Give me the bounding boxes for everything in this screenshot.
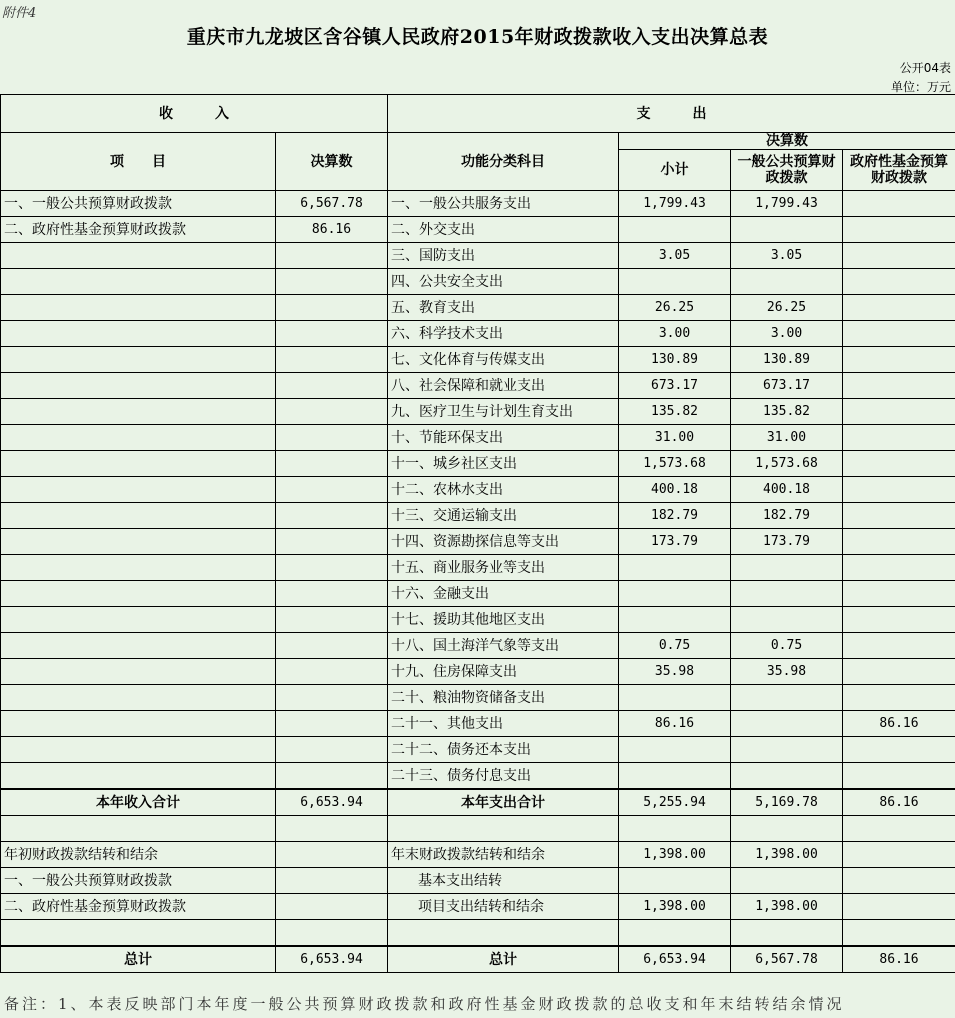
empty-cell <box>731 920 843 947</box>
income-item-cell <box>1 399 276 425</box>
subtotal-cell <box>619 868 731 894</box>
subtotal-cell: 26.25 <box>619 295 731 321</box>
general-cell: 1,398.00 <box>731 842 843 868</box>
subtotal-cell: 673.17 <box>619 373 731 399</box>
table-row <box>1 269 955 295</box>
general-cell <box>731 868 843 894</box>
income-amount-cell <box>276 451 388 477</box>
fund-cell <box>843 581 955 607</box>
empty-cell <box>276 920 388 947</box>
subtotal-cell: 1,398.00 <box>619 894 731 920</box>
empty-cell <box>619 816 731 842</box>
general-cell: 1,573.68 <box>731 451 843 477</box>
footnote: 备注：1、本表反映部门本年度一般公共预算财政拨款和政府性基金财政拨款的总收支和年末结转结余情况 <box>4 995 845 1013</box>
income-amount-cell <box>276 347 388 373</box>
fund-cell <box>843 347 955 373</box>
income-item-cell: 二、政府性基金预算财政拨款 <box>1 894 276 920</box>
grand-expense-label: 总计 <box>388 946 619 973</box>
subtotal-cell <box>619 555 731 581</box>
table-row <box>1 191 955 217</box>
subtotal-cell <box>619 737 731 763</box>
fund-cell <box>843 737 955 763</box>
income-item-cell <box>1 425 276 451</box>
income-item-cell <box>1 581 276 607</box>
category-cell: 二十、粮油物资储备支出 <box>388 685 619 711</box>
general-cell: 130.89 <box>731 347 843 373</box>
income-amount-cell <box>276 529 388 555</box>
category-cell: 三、国防支出 <box>388 243 619 269</box>
income-amount-cell <box>276 581 388 607</box>
income-amount-cell <box>276 737 388 763</box>
balance-row <box>1 868 955 894</box>
table-row <box>1 295 955 321</box>
fund-cell <box>843 685 955 711</box>
fund-cell <box>843 451 955 477</box>
fund-cell: 86.16 <box>843 711 955 737</box>
category-cell: 二十三、债务付息支出 <box>388 763 619 790</box>
fund-cell <box>843 607 955 633</box>
income-amount-cell <box>276 243 388 269</box>
general-cell: 26.25 <box>731 295 843 321</box>
subtotal-cell: 173.79 <box>619 529 731 555</box>
form-code: 公开04表 <box>899 61 951 75</box>
category-cell: 十六、金融支出 <box>388 581 619 607</box>
income-amount-cell <box>276 633 388 659</box>
fund-cell <box>843 373 955 399</box>
subtotal-cell: 130.89 <box>619 347 731 373</box>
subtotal-cell: 400.18 <box>619 477 731 503</box>
general-cell <box>731 607 843 633</box>
fund-cell <box>843 321 955 347</box>
category-cell: 年末财政拨款结转和结余 <box>388 842 619 868</box>
fund-cell <box>843 633 955 659</box>
category-cell: 十九、住房保障支出 <box>388 659 619 685</box>
general-cell: 400.18 <box>731 477 843 503</box>
fund-cell <box>843 243 955 269</box>
table-row <box>1 477 955 503</box>
income-item-cell <box>1 451 276 477</box>
income-amount-cell <box>276 321 388 347</box>
category-cell: 二、外交支出 <box>388 217 619 243</box>
empty-cell <box>619 920 731 947</box>
amount-header: 决算数 <box>276 133 388 191</box>
category-cell: 十三、交通运输支出 <box>388 503 619 529</box>
income-item-cell: 一、一般公共预算财政拨款 <box>1 191 276 217</box>
header-row-2 <box>1 133 955 150</box>
income-amount-cell <box>276 269 388 295</box>
fund-cell <box>843 894 955 920</box>
category-cell: 十二、农林水支出 <box>388 477 619 503</box>
table-row <box>1 685 955 711</box>
fund-cell <box>843 191 955 217</box>
general-cell <box>731 269 843 295</box>
fund-cell <box>843 269 955 295</box>
table-row <box>1 399 955 425</box>
category-cell: 二十二、债务还本支出 <box>388 737 619 763</box>
subtotal-cell: 1,573.68 <box>619 451 731 477</box>
fund-cell <box>843 399 955 425</box>
general-cell: 1,799.43 <box>731 191 843 217</box>
income-total-amount: 6,653.94 <box>276 789 388 816</box>
income-item-cell <box>1 711 276 737</box>
general-cell: 35.98 <box>731 659 843 685</box>
general-budget-header: 一般公共预算财政拨款 <box>731 150 843 191</box>
category-cell: 项目支出结转和结余 <box>388 894 619 920</box>
income-item-cell <box>1 373 276 399</box>
table-row <box>1 763 955 790</box>
subtotal-cell: 35.98 <box>619 659 731 685</box>
income-amount-cell <box>276 399 388 425</box>
income-amount-cell <box>276 685 388 711</box>
income-item-cell <box>1 503 276 529</box>
subtotal-cell: 3.05 <box>619 243 731 269</box>
income-item-cell <box>1 607 276 633</box>
table-row <box>1 633 955 659</box>
income-amount-cell <box>276 894 388 920</box>
table-row <box>1 711 955 737</box>
subtotal-cell: 3.00 <box>619 321 731 347</box>
fund-cell <box>843 842 955 868</box>
income-item-cell <box>1 347 276 373</box>
income-amount-cell <box>276 425 388 451</box>
income-item-cell <box>1 633 276 659</box>
fund-budget-header: 政府性基金预算财政拨款 <box>843 150 955 191</box>
category-cell: 七、文化体育与传媒支出 <box>388 347 619 373</box>
expense-total-general: 5,169.78 <box>731 789 843 816</box>
balance-row <box>1 842 955 868</box>
income-item-cell <box>1 243 276 269</box>
income-total-label: 本年收入合计 <box>1 789 276 816</box>
balance-row <box>1 894 955 920</box>
income-amount-cell <box>276 868 388 894</box>
fund-cell <box>843 503 955 529</box>
subtotal-cell <box>619 607 731 633</box>
unit-label: 单位：万元 <box>890 80 951 94</box>
general-cell: 1,398.00 <box>731 894 843 920</box>
general-cell <box>731 763 843 790</box>
table-row <box>1 217 955 243</box>
fund-cell <box>843 659 955 685</box>
category-cell: 九、医疗卫生与计划生育支出 <box>388 399 619 425</box>
category-cell: 十五、商业服务业等支出 <box>388 555 619 581</box>
category-cell: 基本支出结转 <box>388 868 619 894</box>
income-amount-cell <box>276 607 388 633</box>
page-title: 重庆市九龙坡区含谷镇人民政府2015年财政拨款收入支出决算总表 <box>186 26 769 48</box>
subtotal-cell <box>619 685 731 711</box>
income-item-cell <box>1 555 276 581</box>
spacer-row <box>1 920 955 947</box>
fund-cell <box>843 295 955 321</box>
table-row <box>1 321 955 347</box>
category-cell: 五、教育支出 <box>388 295 619 321</box>
subtotal-cell <box>619 763 731 790</box>
expense-header: 支 出 <box>388 95 955 133</box>
category-cell: 十八、国土海洋气象等支出 <box>388 633 619 659</box>
income-amount-cell <box>276 842 388 868</box>
table-row <box>1 659 955 685</box>
category-cell: 十四、资源勘探信息等支出 <box>388 529 619 555</box>
spacer-row <box>1 816 955 842</box>
table-row <box>1 581 955 607</box>
fund-cell <box>843 529 955 555</box>
grand-income-label: 总计 <box>1 946 276 973</box>
income-item-cell <box>1 685 276 711</box>
grand-subtotal: 6,653.94 <box>619 946 731 973</box>
income-item-cell <box>1 529 276 555</box>
expense-total-subtotal: 5,255.94 <box>619 789 731 816</box>
empty-cell <box>731 816 843 842</box>
income-item-cell: 一、一般公共预算财政拨款 <box>1 868 276 894</box>
general-cell: 0.75 <box>731 633 843 659</box>
income-item-cell <box>1 477 276 503</box>
category-cell: 八、社会保障和就业支出 <box>388 373 619 399</box>
subtotal-cell: 86.16 <box>619 711 731 737</box>
subtotal-cell: 0.75 <box>619 633 731 659</box>
income-amount-cell <box>276 373 388 399</box>
expense-total-fund: 86.16 <box>843 789 955 816</box>
general-cell: 173.79 <box>731 529 843 555</box>
category-cell: 六、科学技术支出 <box>388 321 619 347</box>
general-cell: 3.00 <box>731 321 843 347</box>
category-cell: 四、公共安全支出 <box>388 269 619 295</box>
empty-cell <box>388 816 619 842</box>
budget-table <box>0 94 955 973</box>
subtotal-cell: 182.79 <box>619 503 731 529</box>
general-cell <box>731 581 843 607</box>
income-amount-cell: 6,567.78 <box>276 191 388 217</box>
header-row-1 <box>1 95 955 133</box>
empty-cell <box>843 816 955 842</box>
grand-general: 6,567.78 <box>731 946 843 973</box>
income-amount-cell <box>276 555 388 581</box>
fund-cell <box>843 217 955 243</box>
subtotal-cell <box>619 269 731 295</box>
income-item-cell: 二、政府性基金预算财政拨款 <box>1 217 276 243</box>
table-row <box>1 529 955 555</box>
table-row <box>1 737 955 763</box>
subtotal-cell: 135.82 <box>619 399 731 425</box>
fund-cell <box>843 477 955 503</box>
general-cell: 135.82 <box>731 399 843 425</box>
table-row <box>1 555 955 581</box>
income-amount-cell <box>276 503 388 529</box>
income-item-cell <box>1 321 276 347</box>
general-cell <box>731 685 843 711</box>
grand-fund: 86.16 <box>843 946 955 973</box>
empty-cell <box>388 920 619 947</box>
category-cell: 十一、城乡社区支出 <box>388 451 619 477</box>
category-cell: 一、一般公共服务支出 <box>388 191 619 217</box>
table-row <box>1 373 955 399</box>
table-row <box>1 243 955 269</box>
fund-cell <box>843 868 955 894</box>
subtotal-cell: 31.00 <box>619 425 731 451</box>
income-amount-cell <box>276 295 388 321</box>
general-cell <box>731 711 843 737</box>
category-header: 功能分类科目 <box>388 133 619 191</box>
subtotal-cell <box>619 217 731 243</box>
income-amount-cell <box>276 477 388 503</box>
income-item-cell <box>1 659 276 685</box>
category-cell: 十、节能环保支出 <box>388 425 619 451</box>
empty-cell <box>1 816 276 842</box>
general-cell: 3.05 <box>731 243 843 269</box>
income-amount-cell <box>276 763 388 790</box>
subtotal-cell <box>619 581 731 607</box>
empty-cell <box>843 920 955 947</box>
table-row <box>1 607 955 633</box>
income-item-cell <box>1 763 276 790</box>
decision-header: 决算数 <box>619 133 955 150</box>
empty-cell <box>276 816 388 842</box>
table-row <box>1 425 955 451</box>
general-cell <box>731 217 843 243</box>
attachment-label: 附件4 <box>2 6 37 21</box>
income-item-cell <box>1 269 276 295</box>
subtotal-header: 小计 <box>619 150 731 191</box>
table-row <box>1 503 955 529</box>
income-item-cell <box>1 295 276 321</box>
category-cell: 二十一、其他支出 <box>388 711 619 737</box>
empty-cell <box>1 920 276 947</box>
expense-total-label: 本年支出合计 <box>388 789 619 816</box>
general-cell: 182.79 <box>731 503 843 529</box>
table-row <box>1 451 955 477</box>
income-amount-cell: 86.16 <box>276 217 388 243</box>
general-cell: 673.17 <box>731 373 843 399</box>
category-cell: 十七、援助其他地区支出 <box>388 607 619 633</box>
income-amount-cell <box>276 711 388 737</box>
fund-cell <box>843 425 955 451</box>
subtotal-cell: 1,799.43 <box>619 191 731 217</box>
income-amount-cell <box>276 659 388 685</box>
fund-cell <box>843 555 955 581</box>
item-header: 项 目 <box>1 133 276 191</box>
income-header: 收 入 <box>1 95 388 133</box>
table-row <box>1 347 955 373</box>
totals-row <box>1 789 955 816</box>
general-cell <box>731 555 843 581</box>
general-cell <box>731 737 843 763</box>
fund-cell <box>843 763 955 790</box>
income-item-cell: 年初财政拨款结转和结余 <box>1 842 276 868</box>
grand-total-row <box>1 946 955 973</box>
grand-income-amount: 6,653.94 <box>276 946 388 973</box>
income-item-cell <box>1 737 276 763</box>
subtotal-cell: 1,398.00 <box>619 842 731 868</box>
general-cell: 31.00 <box>731 425 843 451</box>
